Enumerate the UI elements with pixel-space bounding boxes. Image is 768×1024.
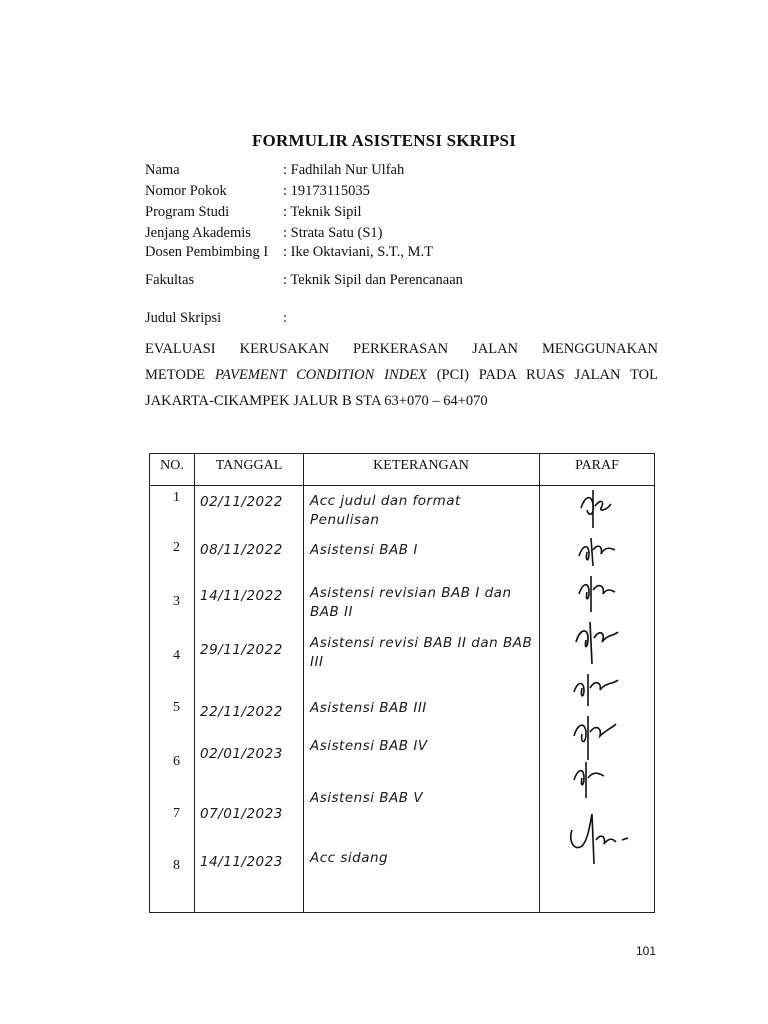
signature-mark [575, 534, 619, 570]
row-date: 22/11/2022 [200, 704, 283, 720]
header-keterangan: KETERANGAN [373, 458, 469, 473]
row-number: 8 [173, 858, 180, 873]
form-title: FORMULIR ASISTENSI SKRIPSI [251, 131, 517, 150]
field-value: : Strata Satu (S1) [283, 225, 383, 241]
header-tanggal: TANGGAL [215, 458, 283, 473]
row-number: 2 [173, 540, 180, 555]
table-divider [303, 454, 304, 912]
row-date: 08/11/2022 [200, 542, 283, 558]
judul-italic-text: PAVEMENT CONDITION INDEX [215, 367, 427, 383]
field-jenjang-akademis [145, 225, 382, 242]
table-divider [150, 485, 654, 486]
row-date: 07/01/2023 [200, 806, 283, 822]
judul-text: (PCI) PADA RUAS JALAN TOL [426, 367, 658, 383]
field-value: : Teknik Sipil dan Perencanaan [283, 272, 463, 288]
row-note: Acc sidang [310, 850, 389, 866]
row-number: 5 [173, 700, 180, 715]
row-date: 29/11/2022 [200, 642, 283, 658]
table-divider [194, 454, 195, 912]
field-dosen-pembimbing [145, 244, 433, 261]
signature-mark [570, 760, 610, 800]
row-note: Asistensi BAB V [310, 790, 424, 806]
row-date: 14/11/2023 [200, 854, 283, 870]
field-label: Nama [145, 162, 180, 178]
field-fakultas [145, 272, 463, 289]
row-note: Acc judul dan format Penulisan [310, 493, 461, 528]
judul-line-1: EVALUASI KERUSAKAN PERKERASAN JALAN MENGGUNAKAN [145, 341, 658, 357]
asistensi-table [149, 453, 655, 913]
signature-mark [566, 810, 636, 866]
signature-mark [575, 574, 619, 614]
field-label: Nomor Pokok [145, 183, 227, 199]
field-value: : 19173115035 [283, 183, 370, 199]
field-nomor-pokok [145, 183, 370, 200]
field-label: Fakultas [145, 272, 195, 288]
header-no: NO. [160, 458, 184, 473]
row-number: 1 [173, 490, 180, 505]
field-label: Program Studi [145, 204, 230, 220]
field-value: : Ike Oktaviani, S.T., M.T [283, 244, 433, 260]
row-number: 3 [173, 594, 180, 609]
field-nama [145, 162, 404, 179]
table-divider [539, 454, 540, 912]
signature-mark [572, 620, 622, 666]
signature-mark [570, 672, 622, 708]
signature-mark [575, 488, 615, 530]
field-program-studi [145, 204, 361, 221]
row-number: 6 [173, 754, 180, 769]
header-paraf: PARAF [575, 458, 619, 473]
field-judul-skripsi [145, 310, 287, 327]
row-note: Asistensi revisi BAB II dan BAB III [310, 635, 533, 670]
field-value: : Fadhilah Nur Ulfah [283, 162, 405, 178]
judul-line-2 [145, 362, 658, 388]
field-value: : [283, 310, 288, 326]
row-note: Asistensi BAB III [310, 700, 427, 716]
field-label: Dosen Pembimbing I [145, 244, 269, 260]
judul-line-3: JAKARTA-CIKAMPEK JALUR B STA 63+070 – 64+070 [145, 393, 488, 409]
signature-mark [570, 714, 620, 762]
field-label: Jenjang Akademis [145, 225, 251, 241]
row-note: Asistensi BAB IV [310, 738, 428, 754]
row-date: 02/11/2022 [200, 494, 283, 510]
row-number: 4 [173, 648, 180, 663]
row-date: 14/11/2022 [200, 588, 283, 604]
field-value: : Teknik Sipil [283, 204, 362, 220]
field-label: Judul Skripsi [145, 310, 222, 326]
row-date: 02/01/2023 [200, 746, 283, 762]
row-number: 7 [173, 806, 180, 821]
page-number: 101 [636, 944, 657, 958]
row-note: Asistensi BAB I [310, 542, 418, 558]
row-note: Asistensi revisian BAB I dan BAB II [310, 585, 512, 620]
judul-text: METODE [145, 367, 216, 383]
